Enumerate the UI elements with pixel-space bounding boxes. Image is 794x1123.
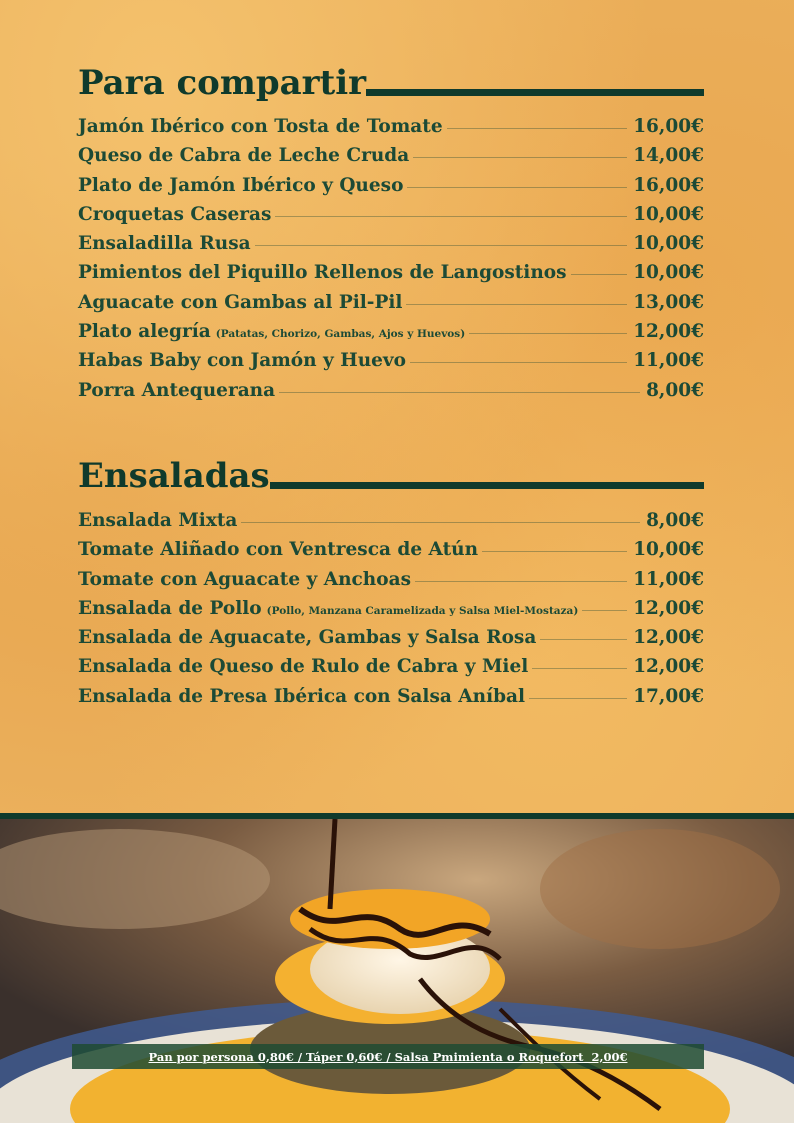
menu-item <box>78 569 704 598</box>
menu-item-name: Ensalada Mixta <box>78 510 238 531</box>
menu-item-price: 11,00€ <box>633 350 704 372</box>
menu-item-note: (Patatas, Chorizo, Gambas, Ajos y Huevos) <box>215 328 466 341</box>
menu-item-price: 14,00€ <box>633 145 704 167</box>
menu-item-price: 11,00€ <box>633 568 704 590</box>
menu-item-name: Ensalada de Pollo <box>78 597 262 619</box>
menu-item-name: Croquetas Caseras <box>78 203 272 225</box>
menu-item-name: Porra Antequerana <box>78 379 276 401</box>
menu-item-name: Habas Baby con Jamón y Huevo <box>78 350 407 372</box>
menu-item-price: 12,00€ <box>633 321 704 343</box>
dotted-leader <box>532 668 627 669</box>
footer-extras-bar <box>72 1044 704 1069</box>
dotted-leader <box>410 362 627 363</box>
dotted-leader <box>279 392 640 393</box>
menu-item-price: 16,00€ <box>633 174 704 196</box>
menu-item-price: 12,00€ <box>633 656 704 678</box>
dotted-leader <box>407 187 627 188</box>
menu-item-price: 17,00€ <box>633 685 704 707</box>
dotted-leader <box>582 610 627 611</box>
menu-item-name: Ensalada de Aguacate, Gambas y Salsa Rosa <box>78 627 537 649</box>
menu-item <box>78 380 704 409</box>
menu-item <box>78 262 704 291</box>
menu-item-price: 10,00€ <box>633 539 704 561</box>
section-rule <box>366 89 704 96</box>
dotted-leader <box>571 274 628 275</box>
section-title-para-compartir <box>78 63 704 103</box>
section-rule <box>270 482 704 489</box>
footer-extras-text: Pan por persona 0,80€ / Táper 0,60€ / Salsa Pmimienta o Roquefort 2,00€ <box>148 1049 628 1064</box>
menu-list-para-compartir <box>78 116 704 409</box>
menu-item-name: Plato alegría <box>78 321 211 343</box>
menu-item <box>78 321 704 350</box>
menu-item <box>78 539 704 568</box>
menu-item-price: 10,00€ <box>633 262 704 284</box>
dotted-leader <box>529 698 627 699</box>
menu-item <box>78 204 704 233</box>
food-photo <box>0 819 794 1123</box>
section-heading: Para compartir <box>78 63 367 103</box>
menu-item-price: 8,00€ <box>646 379 704 401</box>
dotted-leader <box>241 522 640 523</box>
menu-item-name: Plato de Jamón Ibérico y Queso <box>78 174 404 196</box>
menu-item <box>78 175 704 204</box>
menu-item <box>78 145 704 174</box>
menu-item-price: 10,00€ <box>633 233 704 255</box>
menu-item <box>78 627 704 656</box>
menu-item-price: 16,00€ <box>633 116 704 137</box>
menu-item-name: Ensaladilla Rusa <box>78 233 251 255</box>
menu-item <box>78 350 704 379</box>
dotted-leader <box>275 216 627 217</box>
section-title-ensaladas <box>78 456 704 496</box>
menu-item <box>78 510 704 539</box>
dotted-leader <box>482 551 627 552</box>
menu-item-name: Tomate Aliñado con Ventresca de Atún <box>78 539 479 561</box>
menu-item-price: 13,00€ <box>633 291 704 313</box>
menu-item-price: 10,00€ <box>633 203 704 225</box>
menu-item <box>78 116 704 145</box>
dotted-leader <box>415 581 627 582</box>
menu-item <box>78 598 704 627</box>
menu-item <box>78 686 704 715</box>
dotted-leader <box>413 157 627 158</box>
menu-item-name: Ensalada de Presa Ibérica con Salsa Aníbal <box>78 685 526 707</box>
dotted-leader <box>540 639 627 640</box>
dotted-leader <box>447 128 628 129</box>
menu-list-ensaladas <box>78 510 704 715</box>
menu-item-name: Aguacate con Gambas al Pil-Pil <box>78 291 403 313</box>
menu-item-note: (Pollo, Manzana Caramelizada y Salsa Miel-Mostaza) <box>266 604 579 617</box>
menu-item-price: 8,00€ <box>646 510 704 531</box>
menu-item-price: 12,00€ <box>633 627 704 649</box>
menu-item <box>78 656 704 685</box>
section-heading: Ensaladas <box>78 456 270 496</box>
menu-item-name: Jamón Ibérico con Tosta de Tomate <box>78 116 443 137</box>
menu-item-name: Tomate con Aguacate y Anchoas <box>78 568 411 590</box>
dotted-leader <box>406 304 627 305</box>
menu-item-name: Pimientos del Piquillo Rellenos de Langostinos <box>78 262 567 284</box>
menu-item-price: 12,00€ <box>633 597 704 619</box>
dotted-leader <box>255 245 628 246</box>
menu-item-name: Queso de Cabra de Leche Cruda <box>78 145 410 167</box>
menu-item <box>78 292 704 321</box>
dotted-leader <box>469 333 627 334</box>
menu-item-name: Ensalada de Queso de Rulo de Cabra y Miel <box>78 656 529 678</box>
menu-item <box>78 233 704 262</box>
